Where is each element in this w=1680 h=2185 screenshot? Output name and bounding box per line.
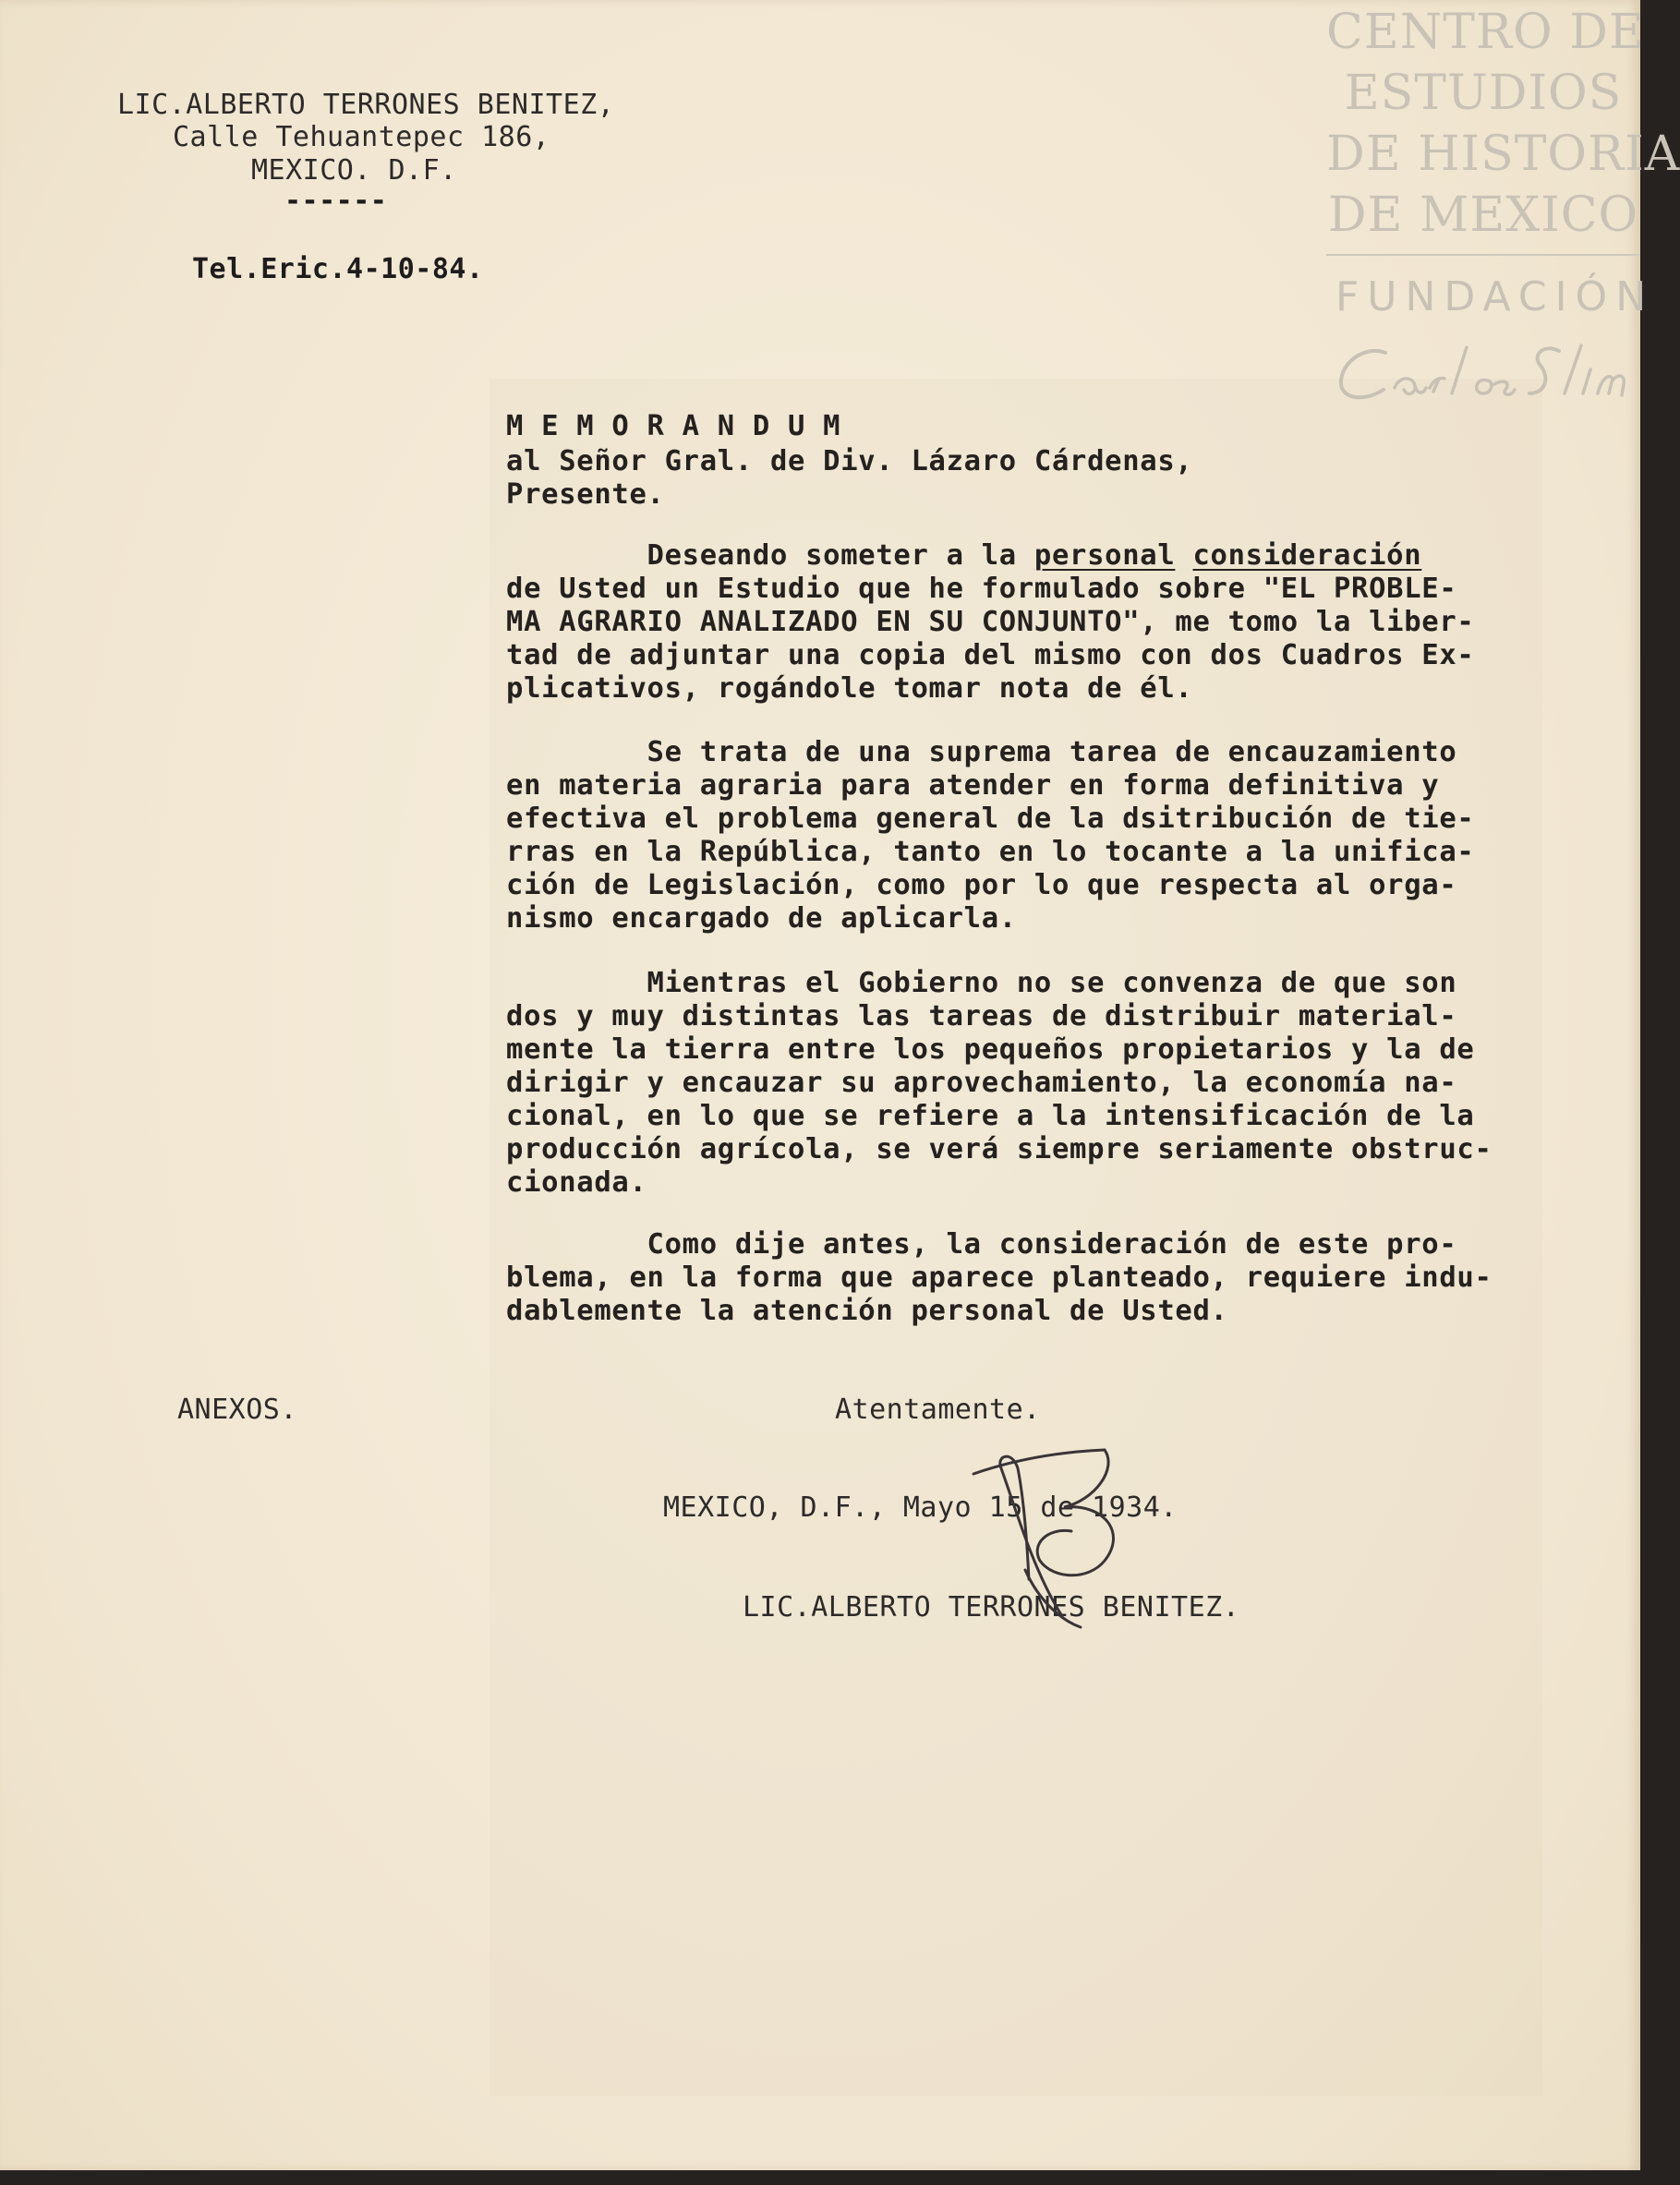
p1-space bbox=[1175, 539, 1192, 572]
letterhead-name: LIC.ALBERTO TERRONES BENITEZ, bbox=[117, 89, 615, 121]
paragraph-2-line-6: nismo encargado de aplicarla. bbox=[506, 902, 1017, 935]
letterhead-rule: ------ bbox=[284, 185, 388, 217]
p1-lead-text: Deseando someter a la bbox=[506, 539, 1034, 572]
closing-atentamente: Atentamente. bbox=[835, 1394, 1041, 1426]
p1-underlined-consideracion: consideración bbox=[1192, 539, 1422, 572]
memo-title: M E M O R A N D U M bbox=[506, 410, 841, 442]
stamp-line-4: DE MEXICO bbox=[1327, 187, 1639, 243]
paragraph-1-line-5: plicativos, rogándole tomar nota de él. bbox=[506, 672, 1193, 705]
closing-signer: LIC.ALBERTO TERRONES BENITEZ. bbox=[743, 1591, 1240, 1624]
stamp-line-3: DE HISTORIA bbox=[1326, 127, 1680, 182]
p1-underlined-personal: personal bbox=[1033, 539, 1176, 572]
paragraph-4-line-2: blema, en la forma que aparece planteado, requiere indu- bbox=[506, 1262, 1493, 1294]
stamp-line-1: CENTRO DE bbox=[1326, 5, 1645, 60]
paragraph-3-line-4: dirigir y encauzar su aprovechamiento, la economía na- bbox=[506, 1067, 1457, 1099]
paragraph-3-line-1: Mientras el Gobierno no se convenza de que son bbox=[506, 967, 1457, 999]
paragraph-1-line-3: MA AGRARIO ANALIZADO EN SU CONJUNTO", me tomo la liber- bbox=[506, 606, 1475, 638]
paragraph-4-line-1: Como dije antes, la consideración de este pro- bbox=[506, 1228, 1457, 1261]
paragraph-2-line-2: en materia agraria para atender en forma definitiva y bbox=[506, 769, 1440, 802]
letterhead-city: MEXICO. D.F. bbox=[251, 154, 457, 187]
paragraph-1-line-1 bbox=[506, 539, 1421, 573]
paragraph-3-line-3: mente la tierra entre los pequeños propietarios y la de bbox=[506, 1033, 1475, 1066]
paragraph-2-line-1: Se trata de una suprema tarea de encauzamiento bbox=[506, 736, 1457, 768]
anexos-label: ANEXOS. bbox=[177, 1394, 297, 1426]
paragraph-2-line-4: rras en la República, tanto en lo tocante a la unifica- bbox=[506, 836, 1475, 868]
letterhead-street: Calle Tehuantepec 186, bbox=[173, 121, 550, 153]
closing-place-date: MEXICO, D.F., Mayo 15 de 1934. bbox=[663, 1491, 1178, 1524]
paragraph-3-line-6: producción agrícola, se verá siempre seriamente obstruc- bbox=[506, 1133, 1493, 1165]
stamp-divider bbox=[1326, 254, 1640, 256]
memo-addressee: al Señor Gral. de Div. Lázaro Cárdenas, bbox=[506, 445, 1193, 477]
handwritten-signature bbox=[924, 1422, 1182, 1653]
memo-presente: Presente. bbox=[506, 478, 665, 511]
stamp-foundation: FUNDACIÓN bbox=[1336, 273, 1655, 320]
carlos-slim-signature-logo bbox=[1330, 332, 1644, 416]
letterhead-phone: Tel.Eric.4-10-84. bbox=[192, 253, 484, 285]
paragraph-4-line-3: dablemente la atención personal de Usted. bbox=[506, 1295, 1228, 1327]
paragraph-1-line-4: tad de adjuntar una copia del mismo con dos Cuadros Ex- bbox=[506, 639, 1475, 671]
paragraph-3-line-5: cional, en lo que se refiere a la intensificación de la bbox=[506, 1100, 1475, 1132]
paragraph-1-line-2: de Usted un Estudio que he formulado sobre "EL PROBLE- bbox=[506, 573, 1457, 605]
paragraph-3-line-2: dos y muy distintas las tareas de distribuir material- bbox=[506, 1000, 1457, 1032]
paragraph-2-line-5: ción de Legislación, como por lo que respecta al orga- bbox=[506, 869, 1457, 901]
archive-stamp bbox=[1326, 2, 1680, 246]
paragraph-3-line-7: cionada. bbox=[506, 1166, 647, 1199]
stamp-line-2: ESTUDIOS bbox=[1344, 66, 1623, 121]
paragraph-2-line-3: efectiva el problema general de la dsitribución de tie- bbox=[506, 803, 1475, 835]
